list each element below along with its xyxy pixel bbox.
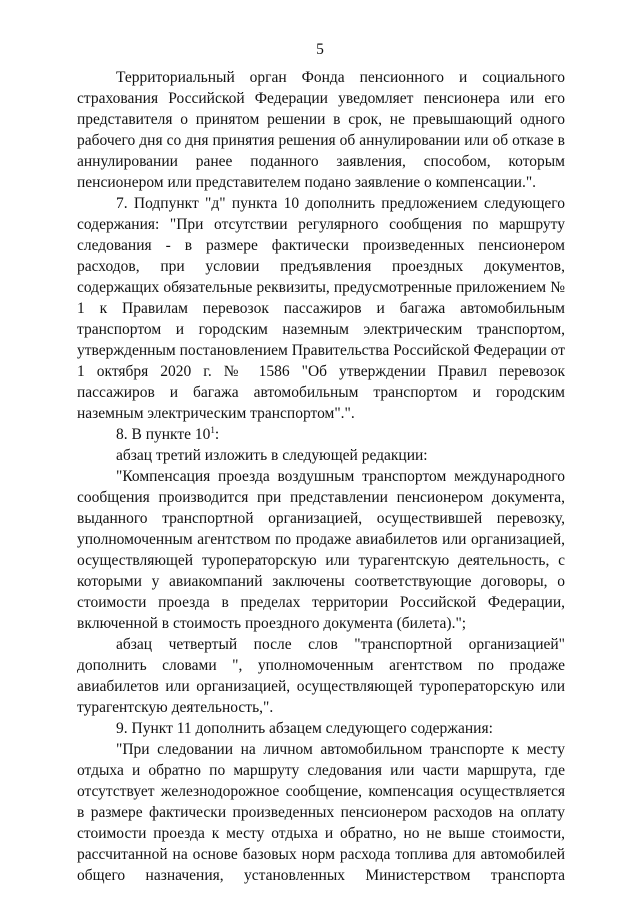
- paragraph-personal-car-travel: "При следовании на личном автомобильном транспорте к месту отдыха и обратно по маршруту следования или части маршрута, где отсутствует железнодорожное сообщение, компенсация осуществляется в размере фактически произведенных пенсионером расходов на оплату стоимости проезда к месту отдыха и обратно, но не выше стоимости, рассчитанной на основе базовых норм расхода топлива для автомобилей общего назначения, установленных Министерством транспорта: [77, 741, 565, 884]
- paragraph-annulment-notice: Территориальный орган Фонда пенсионного и социального страхования Российской Федерации уведомляет пенсионера или его представителя о принятом решении в срок, не превышающий одного рабочего дня со дня принятия решения об аннулировании или об отказе в аннулировании ранее поданного заявления, способом, которым пенсионером или представителем подано заявление о компенсации.".: [77, 69, 565, 191]
- paragraph-item-7: 7. Подпункт "д" пункта 10 дополнить предложением следующего содержания: "При отсутствии регулярного сообщения по маршруту следования - в размере фактически произведенных пенсионером расходов, при условии предъявления проездных документов, содержащих обязательные реквизиты, предусмотренные приложением № 1 к Правилам перевозок пассажиров и багажа автомобильным транспортом и городским наземным электрическим транспортом, утвержденным постановлением Правительства Российской Федерации от 1 октября 2020 г. № 1586 "Об утверждении Правил перевозок пассажиров и багажа автомобильным транспортом и городским наземным электрическим транспортом".".: [77, 195, 565, 422]
- page-number: 5: [316, 41, 324, 58]
- paragraph-subitem-third: абзац третий изложить в следующей редакции:: [116, 447, 428, 464]
- paragraph-item-8-superscript: 1: [210, 425, 215, 435]
- document-body: [77, 67, 565, 886]
- paragraph-air-transport-compensation: "Компенсация проезда воздушным транспортом международного сообщения производится при представлении пенсионером документа, выданного транспортной организацией, осуществившей перевозку, уполномоченным агентством по продаже авиабилетов или организацией, осуществляющей туроператорскую или турагентскую деятельность, с которыми у авиакомпаний заключены соответствующие договоры, о стоимости проезда в пределах территории Российской Федерации, включенной в стоимость проездного документа (билета).";: [77, 468, 565, 632]
- paragraph-item-8-colon: :: [214, 426, 220, 443]
- paragraph-item-8: [77, 424, 565, 445]
- paragraph-item-9: 9. Пункт 11 дополнить абзацем следующего содержания:: [116, 720, 493, 737]
- paragraph-subitem-fourth: абзац четвертый после слов "транспортной организацией" дополнить словами ", уполномоченным агентством по продаже авиабилетов или организацией, осуществляющей туроператорскую или турагентскую деятельность,".: [77, 636, 565, 716]
- paragraph-item-8-text: 8. В пункте 10: [116, 426, 211, 443]
